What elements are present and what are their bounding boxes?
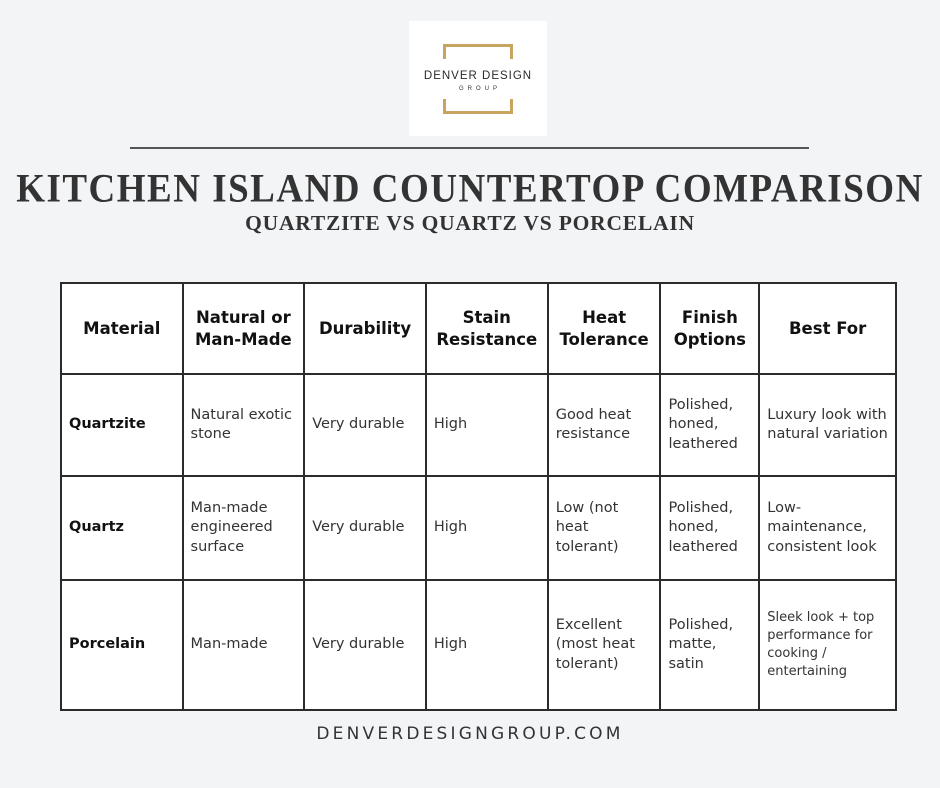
cell-durability: Very durable [304, 476, 426, 580]
header-best-for: Best For [759, 283, 896, 374]
divider [130, 147, 809, 149]
cell-finish: Polished, honed, leathered [660, 476, 759, 580]
header-finish-options: Finish Options [660, 283, 759, 374]
table-header-row [61, 283, 896, 374]
header-origin: Natural or Man-Made [183, 283, 305, 374]
cell-material: Quartzite [61, 374, 183, 476]
logo-name: DENVER DESIGN [409, 69, 547, 83]
cell-best-for: Luxury look with natural variation [759, 374, 896, 476]
logo-frame-bottom [443, 99, 513, 114]
cell-best-for: Sleek look + top performance for cooking / entertaining [759, 580, 896, 710]
header-heat-tolerance: Heat Tolerance [548, 283, 661, 374]
header-material: Material [61, 283, 183, 374]
cell-origin: Man-made [183, 580, 305, 710]
cell-finish: Polished, matte, satin [660, 580, 759, 710]
logo [409, 21, 547, 136]
cell-heat: Excellent (most heat tolerant) [548, 580, 661, 710]
page-subtitle: QUARTZITE VS QUARTZ VS PORCELAIN [245, 211, 695, 235]
cell-stain: High [426, 374, 548, 476]
cell-stain: High [426, 476, 548, 580]
page-title: KITCHEN ISLAND COUNTERTOP COMPARISON [16, 166, 924, 212]
cell-material: Porcelain [61, 580, 183, 710]
comparison-table [60, 282, 897, 711]
cell-durability: Very durable [304, 580, 426, 710]
cell-material: Quartz [61, 476, 183, 580]
logo-subtitle: GROUP [458, 86, 501, 92]
cell-origin: Natural exotic stone [183, 374, 305, 476]
cell-best-for: Low-maintenance, consistent look [759, 476, 896, 580]
cell-durability: Very durable [304, 374, 426, 476]
website-link[interactable]: DENVERDESIGNGROUP.COM [316, 724, 624, 744]
cell-heat: Good heat resistance [548, 374, 661, 476]
table-row [61, 476, 896, 580]
logo-frame-top [443, 44, 513, 59]
header-stain-resistance: Stain Resistance [426, 283, 548, 374]
table-row [61, 580, 896, 710]
table-row [61, 374, 896, 476]
cell-stain: High [426, 580, 548, 710]
header-durability: Durability [304, 283, 426, 374]
cell-origin: Man-made engineered surface [183, 476, 305, 580]
cell-finish: Polished, honed, leathered [660, 374, 759, 476]
cell-heat: Low (not heat tolerant) [548, 476, 661, 580]
